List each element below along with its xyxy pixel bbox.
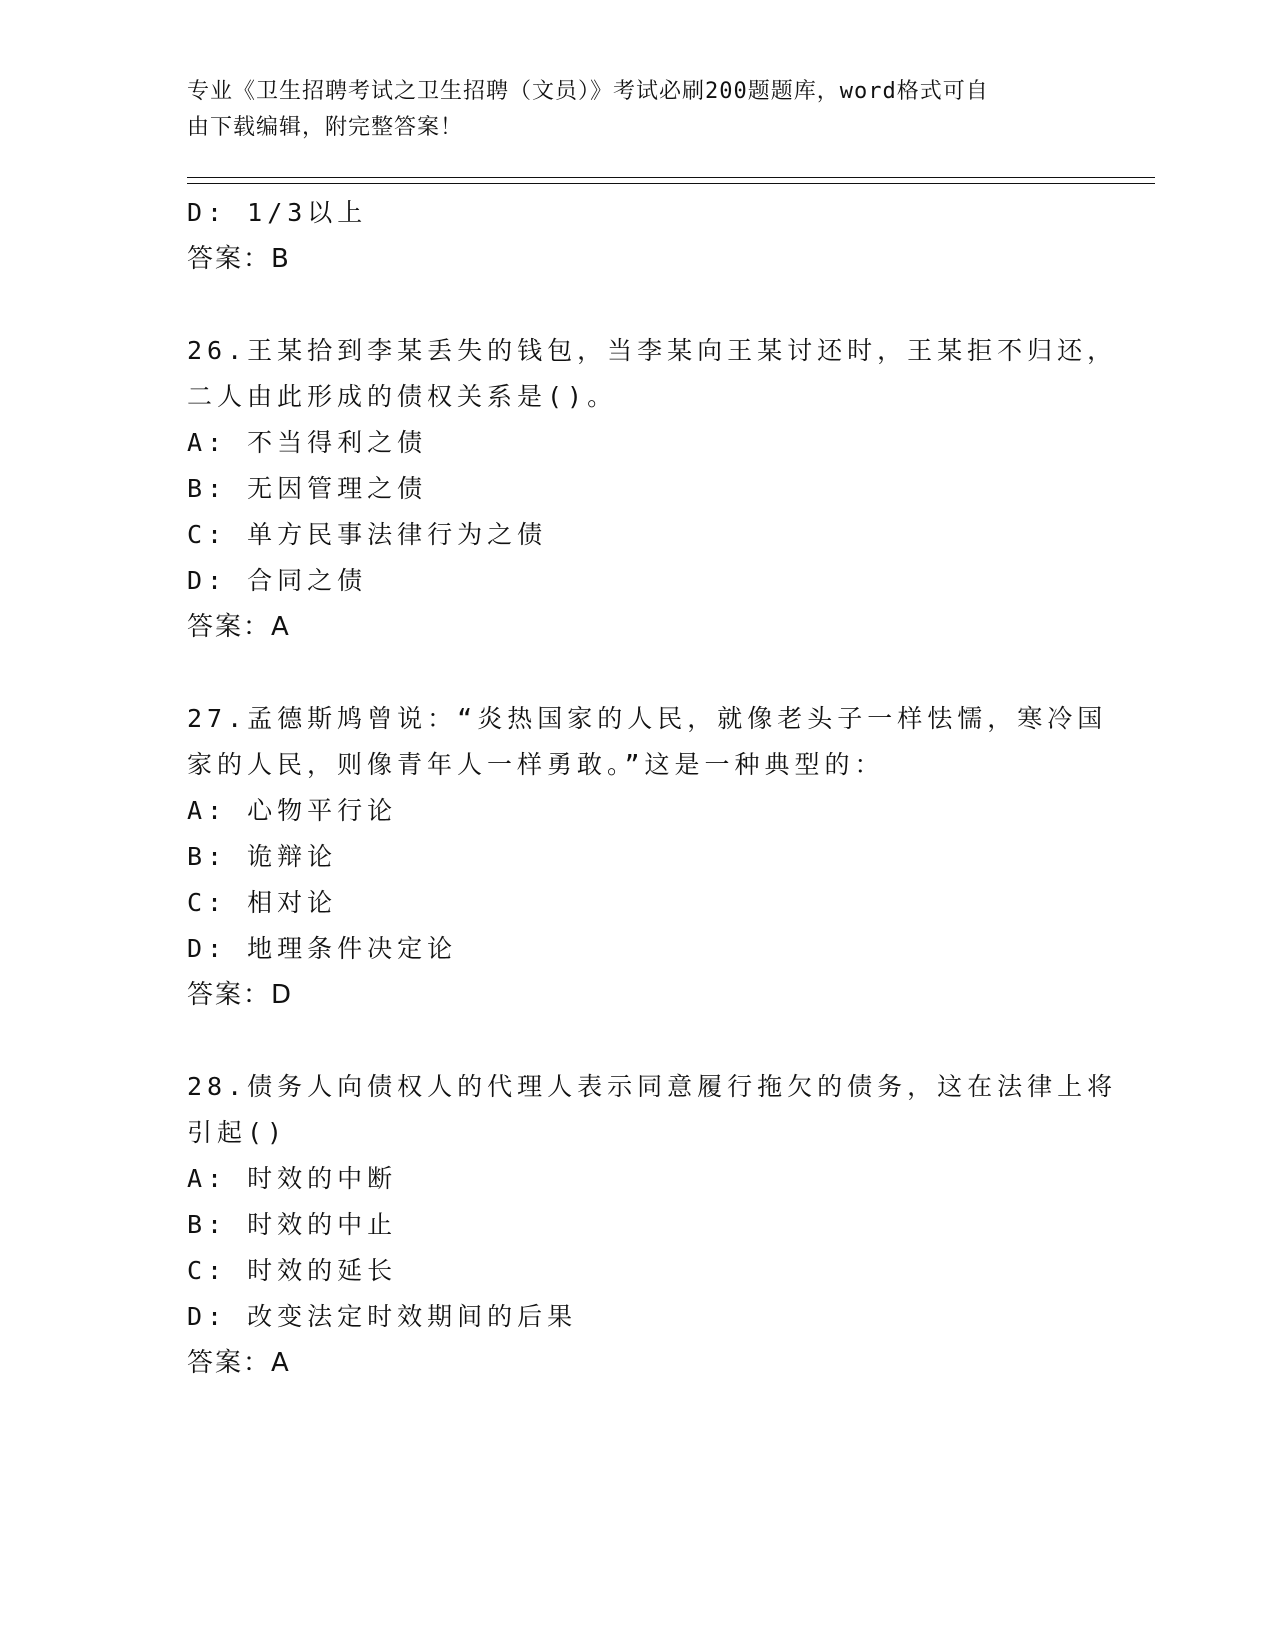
option-a: A: 时效的中断 <box>187 1164 398 1193</box>
question-text-line-2: 家的人民，则像青年人一样勇敢。”这是一种典型的： <box>187 750 885 779</box>
carryover-option-d: D: 1/3以上 <box>187 198 368 227</box>
header-line-1: 专业《卫生招聘考试之卫生招聘（文员）》考试必刷200题题库，word格式可自 <box>187 79 989 104</box>
carryover-answer: 答案：B <box>187 244 291 274</box>
spacer <box>187 282 1087 328</box>
answer: 答案：A <box>187 1348 291 1378</box>
question-list <box>187 190 1118 1386</box>
option-c: C: 单方民事法律行为之债 <box>187 520 548 549</box>
question-28 <box>187 1064 1118 1386</box>
option-a: A: 不当得利之债 <box>187 428 428 457</box>
document-header <box>187 74 1067 146</box>
option-c: C: 相对论 <box>187 888 338 917</box>
question-text-line-2: 二人由此形成的债权关系是()。 <box>187 382 618 411</box>
spacer <box>187 650 1087 696</box>
option-d: D: 合同之债 <box>187 566 368 595</box>
option-c: C: 时效的延长 <box>187 1256 398 1285</box>
question-text-line-1: 28.债务人向债权人的代理人表示同意履行拖欠的债务，这在法律上将 <box>187 1072 1118 1101</box>
answer: 答案：D <box>187 980 294 1010</box>
option-b: B: 无因管理之债 <box>187 474 428 503</box>
question-text-line-1: 27.孟德斯鸠曾说：“炎热国家的人民，就像老头子一样怯懦，寒冷国 <box>187 704 1108 733</box>
question-26 <box>187 328 1118 650</box>
option-a: A: 心物平行论 <box>187 796 398 825</box>
question-text-line-2: 引起() <box>187 1118 288 1147</box>
header-rule-bottom <box>187 183 1155 184</box>
header-rule-top <box>187 177 1155 178</box>
answer: 答案：A <box>187 612 291 642</box>
option-b: B: 时效的中止 <box>187 1210 398 1239</box>
question-27 <box>187 696 1108 1018</box>
option-d: D: 改变法定时效期间的后果 <box>187 1302 578 1331</box>
option-d: D: 地理条件决定论 <box>187 934 458 963</box>
header-line-2: 由下载编辑，附完整答案！ <box>187 115 464 140</box>
option-b: B: 诡辩论 <box>187 842 338 871</box>
question-text-line-1: 26.王某拾到李某丢失的钱包，当李某向王某讨还时，王某拒不归还， <box>187 336 1118 365</box>
spacer <box>187 1018 1087 1064</box>
